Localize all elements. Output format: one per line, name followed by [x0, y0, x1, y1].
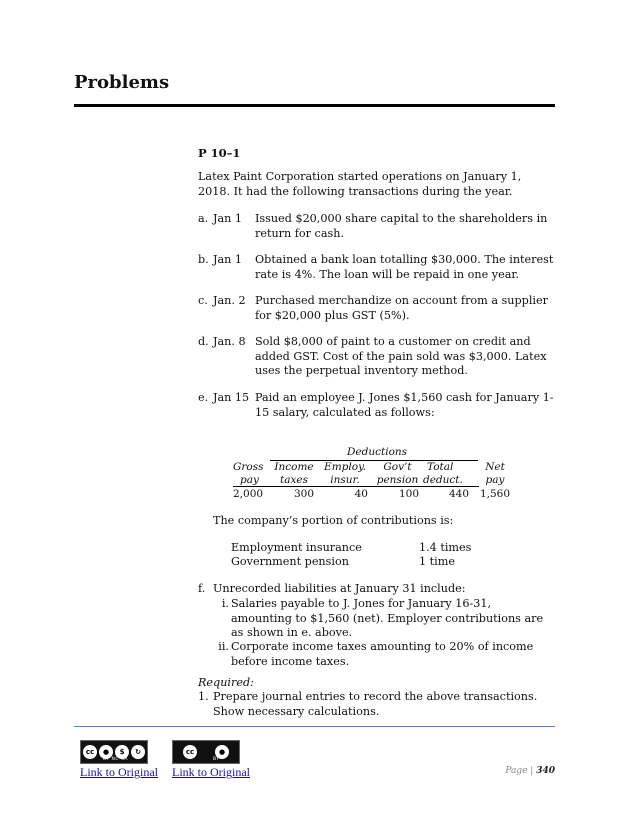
item-text: Purchased merchandize on account from a supplier for $20,000 plus GST (5%).: [255, 294, 548, 322]
payroll-table: [233, 460, 515, 501]
link-to-original-1[interactable]: Link to Original: [80, 765, 158, 779]
payroll-value-row: [233, 487, 515, 501]
item-date: Jan 1: [213, 212, 243, 225]
header-cell: Gross: [233, 460, 264, 473]
sub-item-numeral: ii.: [218, 640, 229, 653]
contribution-value: 1.4 times: [419, 541, 472, 554]
item-text: Sold $8,000 of paint to a customer on credit and added GST. Cost of the pain sold was $3,000. Latex uses the perpetual inventory method.: [255, 335, 547, 377]
problem-title: P 10–1: [198, 146, 241, 160]
badge-caption: BY NC SA: [103, 757, 128, 762]
contribution-value: 1 time: [419, 555, 455, 568]
payroll-header-row: [233, 474, 515, 488]
item-text: Obtained a bank loan totalling $30,000. The interest rate is 4%. The loan will be repaid in one year.: [255, 253, 554, 281]
header-cell: Gov’t: [383, 460, 412, 473]
person-icon: ●: [215, 745, 229, 759]
item-date: Jan. 8: [213, 335, 246, 348]
item-text: Issued $20,000 share capital to the shareholders in return for cash.: [255, 212, 548, 240]
value-cell: 40: [354, 487, 368, 500]
cc-by-nc-sa-badge[interactable]: [80, 740, 148, 764]
header-cell: Income: [274, 460, 314, 473]
problem-intro: Latex Paint Corporation started operations on January 1, 2018. It had the following transactions during the year.: [198, 170, 522, 198]
required-label: Required:: [198, 676, 254, 689]
value-cell: 300: [293, 487, 314, 500]
header-cell: Employ.: [324, 460, 366, 473]
item-label: d.: [198, 335, 209, 348]
header-cell: pension: [376, 474, 419, 487]
value-cell: 2,000: [233, 487, 264, 500]
header-cell: deduct.: [423, 474, 463, 487]
header-cell: pay: [240, 474, 259, 487]
sub-item-text: Salaries payable to J. Jones for January 16-31, amounting to $1,560 (net). Employer contributions are as shown in e. above.: [231, 597, 544, 639]
contribution-row: [231, 555, 455, 570]
header-cell: insur.: [330, 474, 360, 487]
page-number: [505, 766, 555, 776]
sub-item-numeral: i.: [221, 597, 229, 610]
sub-item-text: Corporate income taxes amounting to 20% of income before income taxes.: [231, 640, 534, 668]
header-cell: Total: [427, 460, 454, 473]
item-label: c.: [198, 294, 208, 307]
section-heading: Problems: [74, 72, 170, 93]
link-to-original-2[interactable]: Link to Original: [172, 765, 250, 779]
item-date: Jan 15: [213, 391, 250, 404]
deductions-header: Deductions: [347, 446, 408, 458]
share-alike-icon: ↻: [131, 745, 145, 759]
header-cell: taxes: [279, 474, 308, 487]
page-number-value: 340: [536, 766, 555, 776]
value-cell: 100: [398, 487, 419, 500]
item-text: Unrecorded liabilities at January 31 include:: [213, 582, 466, 595]
page-label: Page |: [505, 766, 534, 776]
noncommercial-icon: $: [115, 745, 129, 759]
item-date: Jan 1: [213, 253, 243, 266]
value-cell: 440: [448, 487, 469, 500]
item-label: a.: [198, 212, 209, 225]
cc-by-badge[interactable]: [172, 740, 240, 764]
header-cell: pay: [485, 474, 505, 487]
item-date: Jan. 2: [213, 294, 246, 307]
cc-icon: cc: [83, 745, 97, 759]
item-label: b.: [198, 253, 209, 266]
item-label: f.: [198, 582, 206, 595]
badge-caption: BY: [213, 757, 220, 762]
cc-icon: cc: [183, 745, 197, 759]
contribution-row: [231, 541, 472, 556]
value-cell: 1,560: [479, 487, 511, 500]
footer-rule: [74, 726, 555, 727]
person-icon: ●: [99, 745, 113, 759]
required-text: Prepare journal entries to record the above transactions. Show necessary calculations.: [213, 690, 538, 718]
contribution-name: Government pension: [231, 555, 349, 568]
heading-rule: [74, 104, 555, 107]
header-cell: Net: [485, 460, 505, 473]
contributions-intro: The company’s portion of contributions is:: [213, 514, 454, 527]
item-text: Paid an employee J. Jones $1,560 cash for January 1-15 salary, calculated as follows:: [255, 391, 554, 419]
payroll-header-row: [233, 460, 515, 474]
item-label: e.: [198, 391, 209, 404]
contribution-name: Employment insurance: [231, 541, 362, 554]
required-number: 1.: [198, 690, 209, 703]
